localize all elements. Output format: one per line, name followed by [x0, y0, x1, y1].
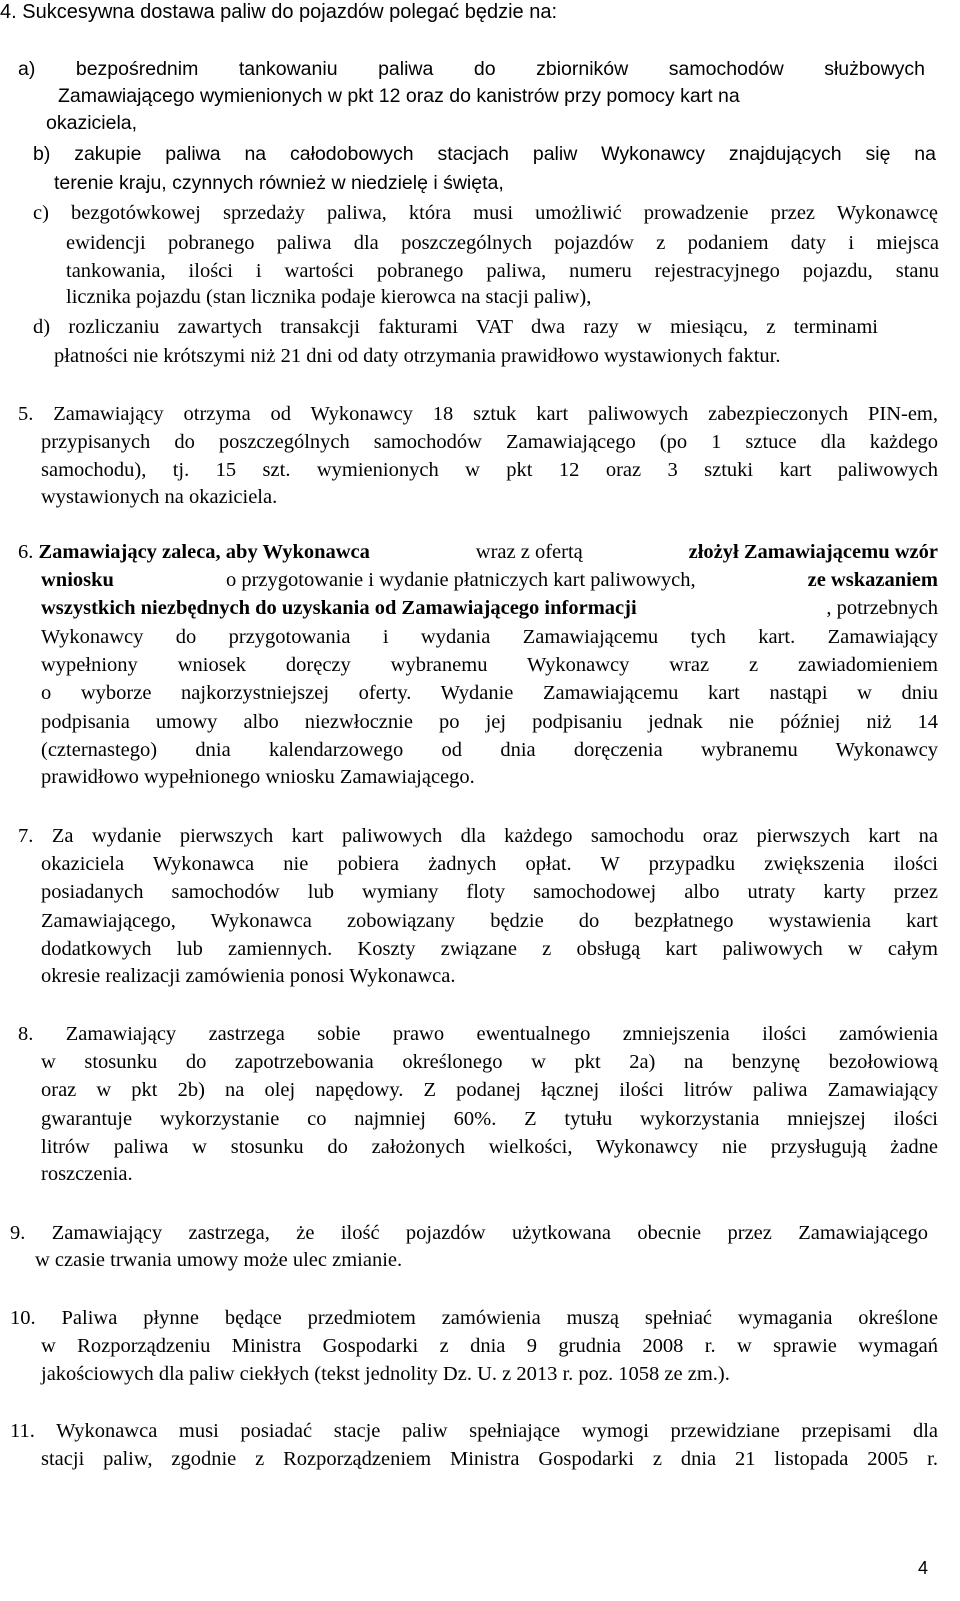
section-9-line-1: 9. Zamawiający zastrzega, że ilość pojazdów użytkowana obecnie przez Zamawiającego — [10, 1222, 928, 1244]
section-6-line-2 — [41, 567, 938, 594]
section-7-line-6: okresie realizacji zamówienia ponosi Wykonawca. — [41, 965, 456, 987]
section-5-line-4: wystawionych na okaziciela. — [41, 486, 278, 508]
section-6-number: 6. — [18, 541, 39, 563]
section-6-text-3: , potrzebnych — [826, 597, 938, 619]
page-number: 4 — [918, 1558, 929, 1578]
section-6-text-2: o przygotowanie i wydanie płatniczych kart paliwowych, — [225, 569, 696, 591]
section-8-line-3: oraz w pkt 2b) na olej napędowy. Z podanej łącznej ilości litrów paliwa Zamawiający — [41, 1079, 938, 1101]
section-4a-line-1: a) bezpośrednim tankowaniu paliwa do zbiorników samochodów służbowych — [18, 58, 925, 80]
section-7-line-3: posiadanych samochodów lub wymiany floty samochodowej albo utraty karty przez — [41, 881, 938, 903]
section-7-line-4: Zamawiającego, Wykonawca zobowiązany będzie do bezpłatnego wystawienia kart — [41, 910, 938, 932]
section-4b-line-2: terenie kraju, czynnych również w niedzielę i święta, — [54, 172, 504, 194]
section-4b-line-1: b) zakupie paliwa na całodobowych stacjach paliw Wykonawcy znajdujących się na — [33, 143, 936, 165]
section-4a-line-2: Zamawiającego wymienionych w pkt 12 oraz do kanistrów przy pomocy kart na — [58, 85, 740, 107]
section-6-text-1: wraz z ofertą — [475, 541, 583, 563]
section-8-line-2: w stosunku do zapotrzebowania określonego w pkt 2a) na benzynę bezołowiową — [41, 1051, 938, 1073]
section-11-line-1: 11. Wykonawca musi posiadać stacje paliw spełniające wymogi przewidziane przepisami dla — [10, 1420, 938, 1442]
section-6-line-1 — [18, 539, 938, 566]
section-4c-line-3: tankowania, ilości i wartości pobranego paliwa, numeru rejestracyjnego pojazdu, stanu — [66, 260, 939, 282]
section-7-line-1: 7. Za wydanie pierwszych kart paliwowych dla każdego samochodu oraz pierwszych kart na — [18, 825, 938, 847]
section-5-line-3: samochodu), tj. 15 szt. wymienionych w pkt 12 oraz 3 sztuki kart paliwowych — [41, 459, 938, 481]
section-11-line-2: stacji paliw, zgodnie z Rozporządzeniem Ministra Gospodarki z dnia 21 listopada 2005 r. — [41, 1448, 938, 1470]
section-8-line-1: 8. Zamawiający zastrzega sobie prawo ewentualnego zmniejszenia ilości zamówienia — [18, 1023, 938, 1045]
section-6-bold-4: ze wskazaniem — [807, 569, 938, 591]
section-6-line-9: prawidłowo wypełnionego wniosku Zamawiającego. — [41, 766, 475, 788]
section-6-line-3 — [41, 595, 938, 622]
section-7-line-2: okaziciela Wykonawca nie pobiera żadnych opłat. W przypadku zwiększenia ilości — [41, 853, 938, 875]
section-10-line-1: 10. Paliwa płynne będące przedmiotem zamówienia muszą spełniać wymagania określone — [10, 1307, 938, 1329]
section-4c-line-2: ewidencji pobranego paliwa dla poszczególnych pojazdów z podaniem daty i miejsca — [66, 232, 939, 254]
section-6-line-5: wypełniony wniosek doręczy wybranemu Wykonawcy wraz z zawiadomieniem — [41, 654, 938, 676]
section-6-line-4: Wykonawcy do przygotowania i wydania Zamawiającemu tych kart. Zamawiający — [41, 626, 938, 648]
section-6-line-7: podpisania umowy albo niezwłocznie po jej podpisaniu jednak nie później niż 14 — [41, 711, 938, 733]
section-6-bold-2: złożył Zamawiającemu wzór — [688, 541, 938, 563]
section-6-bold-1: Zamawiający zaleca, aby Wykonawca — [38, 541, 370, 563]
section-6-line-6: o wyborze najkorzystniejszej oferty. Wydanie Zamawiającemu kart nastąpi w dniu — [41, 682, 938, 704]
section-6-bold-3: wniosku — [41, 569, 114, 591]
section-8-line-5: litrów paliwa w stosunku do założonych wielkości, Wykonawcy nie przysługują żadne — [41, 1136, 938, 1158]
section-5-line-2: przypisanych do poszczególnych samochodów Zamawiającego (po 1 sztuce dla każdego — [41, 431, 938, 453]
section-4a-line-3: okaziciela, — [46, 112, 138, 134]
section-5-line-1: 5. Zamawiający otrzyma od Wykonawcy 18 sztuk kart paliwowych zabezpieczonych PIN-em, — [18, 403, 938, 425]
section-4d-line-2: płatności nie krótszymi niż 21 dni od daty otrzymania prawidłowo wystawionych faktur. — [54, 345, 781, 367]
section-9-line-2: w czasie trwania umowy może ulec zmianie. — [35, 1249, 403, 1271]
section-10-line-3: jakościowych dla paliw ciekłych (tekst jednolity Dz. U. z 2013 r. poz. 1058 ze zm.). — [41, 1363, 730, 1385]
section-6-line-8: (czternastego) dnia kalendarzowego od dnia doręczenia wybranemu Wykonawcy — [41, 739, 938, 761]
section-4-title: 4. Sukcesywna dostawa paliw do pojazdów polegać będzie na: — [0, 1, 558, 23]
section-6-bold-5: wszystkich niezbędnych do uzyskania od Zamawiającego informacji — [41, 597, 637, 619]
section-7-line-5: dodatkowych lub zamiennych. Koszty związane z obsługą kart paliwowych w całym — [41, 938, 938, 960]
section-4c-line-4: licznika pojazdu (stan licznika podaje kierowca na stacji paliw), — [66, 286, 592, 308]
section-4d-line-1: d) rozliczaniu zawartych transakcji fakturami VAT dwa razy w miesiącu, z terminami — [33, 316, 878, 338]
section-10-line-2: w Rozporządzeniu Ministra Gospodarki z dnia 9 grudnia 2008 r. w sprawie wymagań — [41, 1335, 938, 1357]
section-8-line-4: gwarantuje wykorzystanie co najmniej 60%. Z tytułu wykorzystania mniejszej ilości — [41, 1108, 938, 1130]
section-4c-line-1: c) bezgotówkowej sprzedaży paliwa, która musi umożliwić prowadzenie przez Wykonawcę — [33, 202, 938, 224]
section-8-line-6: roszczenia. — [41, 1163, 133, 1185]
